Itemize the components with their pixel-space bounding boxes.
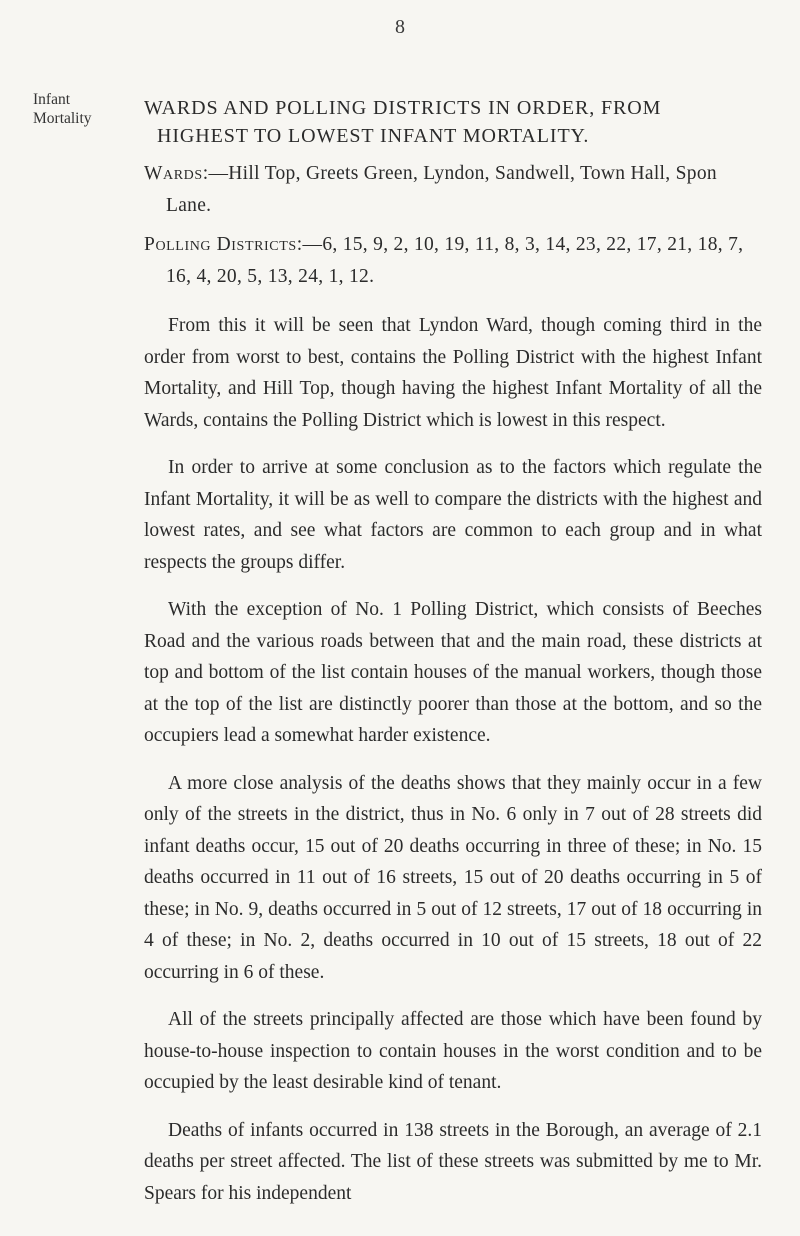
paragraph: A more close analysis of the deaths shows that they mainly occur in a few only of the streets in the district, thus in No. 6 only in 7 out of 28 streets did infant deaths occur, 15 out of 20 deaths occurring in three of these; in No. 15 deaths occurred in 11 out of 16 streets, 15 out of 20 deaths occurring in 5 of these; in No. 9, deaths occurred in 5 out of 12 streets, 17 out of 18 occurring in 4 of these; in No. 2, deaths occurred in 10 out of 15 streets, 18 out of 22 occurring in 6 of these. <box>144 772 762 983</box>
page-number: 8 <box>395 16 405 38</box>
heading-line-2: HIGHEST TO LOWEST INFANT MORTALITY. <box>157 125 590 147</box>
polling-districts-label: Polling Districts <box>144 234 297 255</box>
paragraph: In order to arrive at some conclusion as to the factors which regulate the Infant Mortality, it will be as well to compare the districts with the highest and lowest rates, and see what factors are common to each group and in what respects the groups differ. <box>144 457 762 573</box>
paragraph: From this it will be seen that Lyndon Ward, though coming third in the order from worst to best, contains the Polling District with the highest Infant Mortality, and Hill Top, though having the highest Infant Mortality of all the Wards, contains the Polling District which is lowest in this respect. <box>144 315 762 431</box>
polling-districts-list <box>144 229 762 292</box>
wards-list <box>144 158 762 221</box>
section-heading <box>144 94 762 150</box>
wards-label: Wards <box>144 163 203 184</box>
wards-text: Hill Top, Greets Green, Lyndon, Sandwell, Town Hall, Spon Lane. <box>166 163 717 216</box>
polling-districts-separator: :— <box>296 234 323 255</box>
wards-separator: :— <box>202 163 229 184</box>
paragraph: Deaths of infants occurred in 138 streets in the Borough, an average of 2.1 deaths per street affected. The list of these streets was submitted by me to Mr. Spears for his independent <box>144 1119 762 1204</box>
polling-districts-text: 6, 15, 9, 2, 10, 19, 11, 8, 3, 14, 23, 22, 17, 21, 18, 7, 16, 4, 20, 5, 13, 24, 1, 12. <box>166 234 744 287</box>
paragraph: All of the streets principally affected are those which have been found by house-to-house inspection to contain houses in the worst condition and to be occupied by the least desirable kind of tenant. <box>144 1009 762 1093</box>
margin-note: Infant Mortality <box>33 91 92 127</box>
paragraph: With the exception of No. 1 Polling District, which consists of Beeches Road and the various roads between that and the main road, these districts at top and bottom of the list contain houses of the manual workers, though those at the top of the list are distinctly poorer than those at the bottom, and so the occupiers lead a somewhat harder existence. <box>144 599 762 746</box>
document-body <box>144 94 762 1209</box>
heading-line-1: WARDS AND POLLING DISTRICTS IN ORDER, FROM <box>144 97 662 119</box>
